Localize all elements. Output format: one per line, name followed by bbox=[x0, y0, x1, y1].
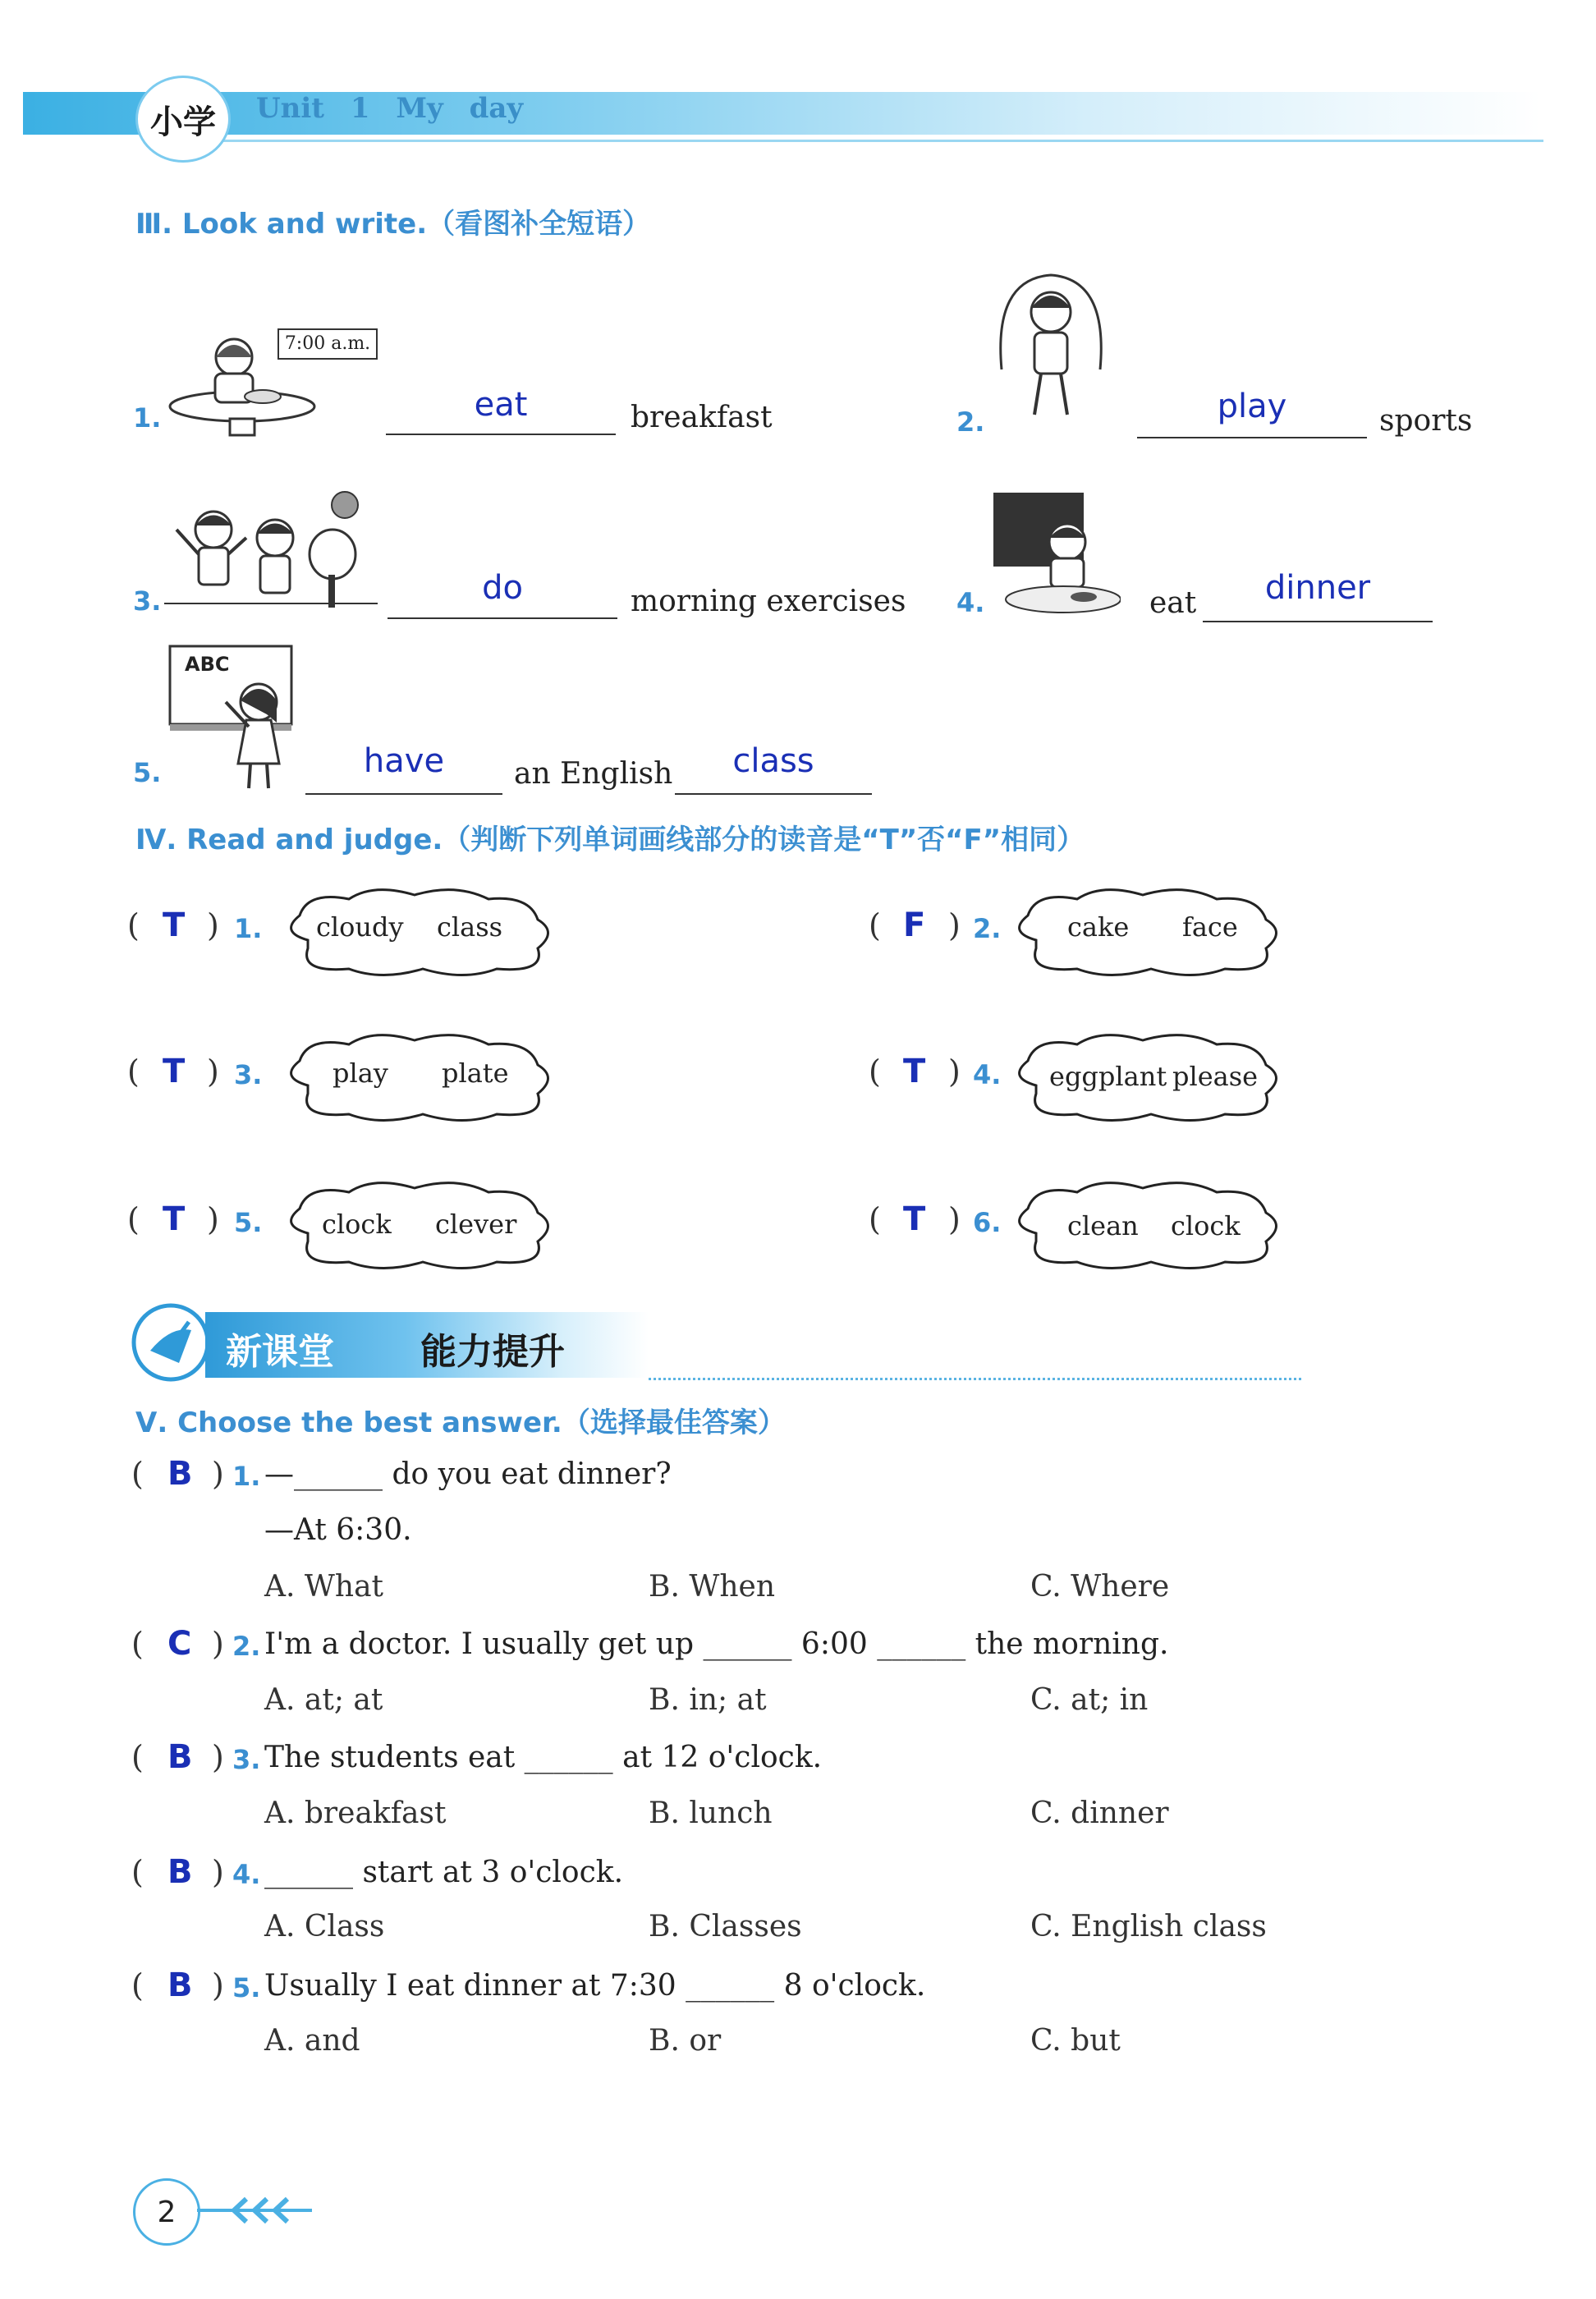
header-rule bbox=[213, 140, 1543, 142]
answer-text: do bbox=[482, 569, 523, 607]
answer-blank bbox=[675, 793, 872, 795]
item-number: 5. bbox=[234, 1207, 263, 1238]
question-number: 2. bbox=[232, 1631, 261, 1662]
kids-exercising-illustration bbox=[164, 480, 378, 620]
cloud-word-1: clock bbox=[322, 1209, 392, 1240]
judge-bracket: ) bbox=[948, 907, 961, 943]
phrase-text: morning exercises bbox=[631, 585, 906, 618]
judge-bracket: ) bbox=[948, 1053, 961, 1090]
logo-text: 小学 bbox=[150, 103, 216, 141]
arrow-decoration-icon bbox=[197, 2192, 320, 2229]
item-number: 3. bbox=[133, 585, 162, 617]
option-a: A. breakfast bbox=[264, 1797, 447, 1830]
question-text: ______ start at 3 o'clock. bbox=[264, 1856, 624, 1889]
answer-blank bbox=[388, 617, 617, 619]
judge-answer[interactable]: T bbox=[903, 1053, 926, 1090]
cloud-word-2: please bbox=[1172, 1061, 1259, 1092]
question-text: Usually I eat dinner at 7:30 ______ 8 o'clock. bbox=[264, 1969, 926, 2003]
section3-title: Ⅲ. Look and write.（看图补全短语） bbox=[135, 208, 651, 241]
option-a: A. at; at bbox=[264, 1683, 383, 1717]
banner-dotted-rule bbox=[649, 1378, 1301, 1380]
judge-answer[interactable]: F bbox=[903, 906, 926, 944]
judge-answer[interactable]: T bbox=[163, 1053, 186, 1090]
question-number: 1. bbox=[232, 1461, 261, 1492]
answer-bracket: ) bbox=[212, 1967, 224, 2003]
choice-answer[interactable]: B bbox=[167, 1455, 193, 1493]
option-b: B. lunch bbox=[649, 1797, 773, 1830]
judge-bracket: ) bbox=[207, 1201, 219, 1237]
question-number: 5. bbox=[232, 1972, 261, 2003]
option-b: B. or bbox=[649, 2024, 722, 2058]
clock-label: 7:00 a.m. bbox=[277, 328, 378, 360]
answer-text: play bbox=[1217, 388, 1287, 425]
question-text: —______ do you eat dinner? bbox=[264, 1457, 672, 1491]
question-text: —At 6:30. bbox=[264, 1513, 412, 1547]
cloud-word-1: eggplant bbox=[1049, 1061, 1167, 1092]
judge-bracket: ) bbox=[207, 1053, 219, 1090]
item-number: 1. bbox=[133, 402, 162, 434]
word-cloud bbox=[275, 1028, 562, 1127]
answer-bracket: ) bbox=[212, 1626, 224, 1662]
option-c: C. Where bbox=[1030, 1570, 1170, 1604]
word-cloud bbox=[1003, 883, 1291, 981]
item-number: 3. bbox=[234, 1059, 263, 1090]
item-number: 6. bbox=[973, 1207, 1002, 1238]
judge-bracket: ) bbox=[207, 907, 219, 943]
judge-bracket: ( bbox=[869, 907, 881, 943]
answer-text: class bbox=[732, 742, 814, 780]
answer-bracket: ( bbox=[131, 1739, 144, 1775]
option-a: A. and bbox=[264, 2024, 360, 2058]
question-number: 3. bbox=[232, 1744, 261, 1775]
option-c: C. English class bbox=[1030, 1910, 1267, 1943]
option-c: C. at; in bbox=[1030, 1683, 1149, 1717]
cloud-word-1: play bbox=[332, 1058, 388, 1089]
answer-bracket: ( bbox=[131, 1854, 144, 1890]
answer-blank bbox=[1137, 437, 1367, 438]
choice-answer[interactable]: B bbox=[167, 1853, 193, 1891]
answer-blank bbox=[386, 434, 616, 435]
board-label: ABC bbox=[185, 653, 230, 676]
item-number: 2. bbox=[956, 406, 985, 438]
answer-blank bbox=[1203, 621, 1433, 622]
girl-jump-rope-illustration bbox=[985, 271, 1117, 435]
phrase-text: sports bbox=[1379, 404, 1473, 438]
judge-answer[interactable]: T bbox=[163, 1200, 186, 1238]
item-number: 5. bbox=[133, 757, 162, 788]
cloud-word-1: cloudy bbox=[316, 911, 404, 943]
choice-answer[interactable]: B bbox=[167, 1738, 193, 1776]
judge-bracket: ( bbox=[869, 1201, 881, 1237]
option-a: A. What bbox=[264, 1570, 384, 1604]
answer-bracket: ) bbox=[212, 1854, 224, 1890]
answer-bracket: ) bbox=[212, 1456, 224, 1492]
unit-header bbox=[256, 92, 523, 125]
option-a: A. Class bbox=[264, 1910, 385, 1943]
choice-answer[interactable]: B bbox=[167, 1966, 193, 2004]
page-number-text: 2 bbox=[157, 2195, 177, 2229]
word-cloud bbox=[275, 1176, 562, 1274]
option-b: B. Classes bbox=[649, 1910, 802, 1943]
answer-text: eat bbox=[474, 386, 528, 424]
judge-bracket: ) bbox=[948, 1201, 961, 1237]
judge-bracket: ( bbox=[127, 1201, 140, 1237]
header-band bbox=[23, 92, 1542, 135]
cloud-word-2: class bbox=[437, 911, 503, 943]
item-number: 1. bbox=[234, 913, 263, 944]
unit-title: My day bbox=[396, 92, 524, 125]
answer-bracket: ) bbox=[212, 1739, 224, 1775]
phrase-text: an English bbox=[514, 757, 673, 791]
judge-bracket: ( bbox=[127, 1053, 140, 1090]
cloud-word-2: clever bbox=[435, 1209, 517, 1240]
answer-bracket: ( bbox=[131, 1626, 144, 1662]
question-text: I'm a doctor. I usually get up ______ 6:00 ______ the morning. bbox=[264, 1627, 1169, 1661]
logo bbox=[135, 76, 231, 163]
answer-bracket: ( bbox=[131, 1967, 144, 2003]
phrase-text: eat bbox=[1149, 586, 1197, 620]
choice-answer[interactable]: C bbox=[167, 1625, 192, 1663]
cloud-word-2: face bbox=[1182, 911, 1238, 943]
page-number bbox=[133, 2178, 200, 2246]
girl-dinner-illustration bbox=[989, 489, 1121, 620]
judge-answer[interactable]: T bbox=[163, 906, 186, 944]
judge-bracket: ( bbox=[869, 1053, 881, 1090]
section4-title: Ⅳ. Read and judge.（判断下列单词画线部分的读音是“T”否“F”相同） bbox=[135, 824, 1085, 856]
item-number: 4. bbox=[973, 1059, 1002, 1090]
judge-answer[interactable]: T bbox=[903, 1200, 926, 1238]
answer-text: dinner bbox=[1264, 569, 1371, 607]
option-c: C. dinner bbox=[1030, 1797, 1169, 1830]
unit-label: Unit 1 bbox=[256, 92, 370, 125]
item-number: 4. bbox=[956, 587, 985, 618]
item-number: 2. bbox=[973, 913, 1002, 944]
option-b: B. in; at bbox=[649, 1683, 767, 1717]
cloud-word-1: clean bbox=[1067, 1210, 1139, 1241]
satellite-icon bbox=[130, 1301, 212, 1384]
question-text: The students eat ______ at 12 o'clock. bbox=[264, 1741, 823, 1774]
judge-bracket: ( bbox=[127, 907, 140, 943]
phrase-text: breakfast bbox=[631, 401, 773, 434]
answer-blank bbox=[305, 793, 502, 795]
cloud-word-2: clock bbox=[1171, 1210, 1241, 1241]
cloud-word-1: cake bbox=[1067, 911, 1130, 943]
banner-title: 能力提升 bbox=[420, 1331, 565, 1373]
answer-bracket: ( bbox=[131, 1456, 144, 1492]
word-cloud bbox=[1003, 1176, 1291, 1274]
option-c: C. but bbox=[1030, 2024, 1121, 2058]
section5-title: Ⅴ. Choose the best answer.（选择最佳答案） bbox=[135, 1406, 786, 1439]
cloud-word-2: plate bbox=[442, 1058, 509, 1089]
answer-text: have bbox=[363, 742, 445, 780]
banner-label: 新课堂 bbox=[226, 1331, 334, 1373]
option-b: B. When bbox=[649, 1570, 776, 1604]
question-number: 4. bbox=[232, 1859, 261, 1890]
